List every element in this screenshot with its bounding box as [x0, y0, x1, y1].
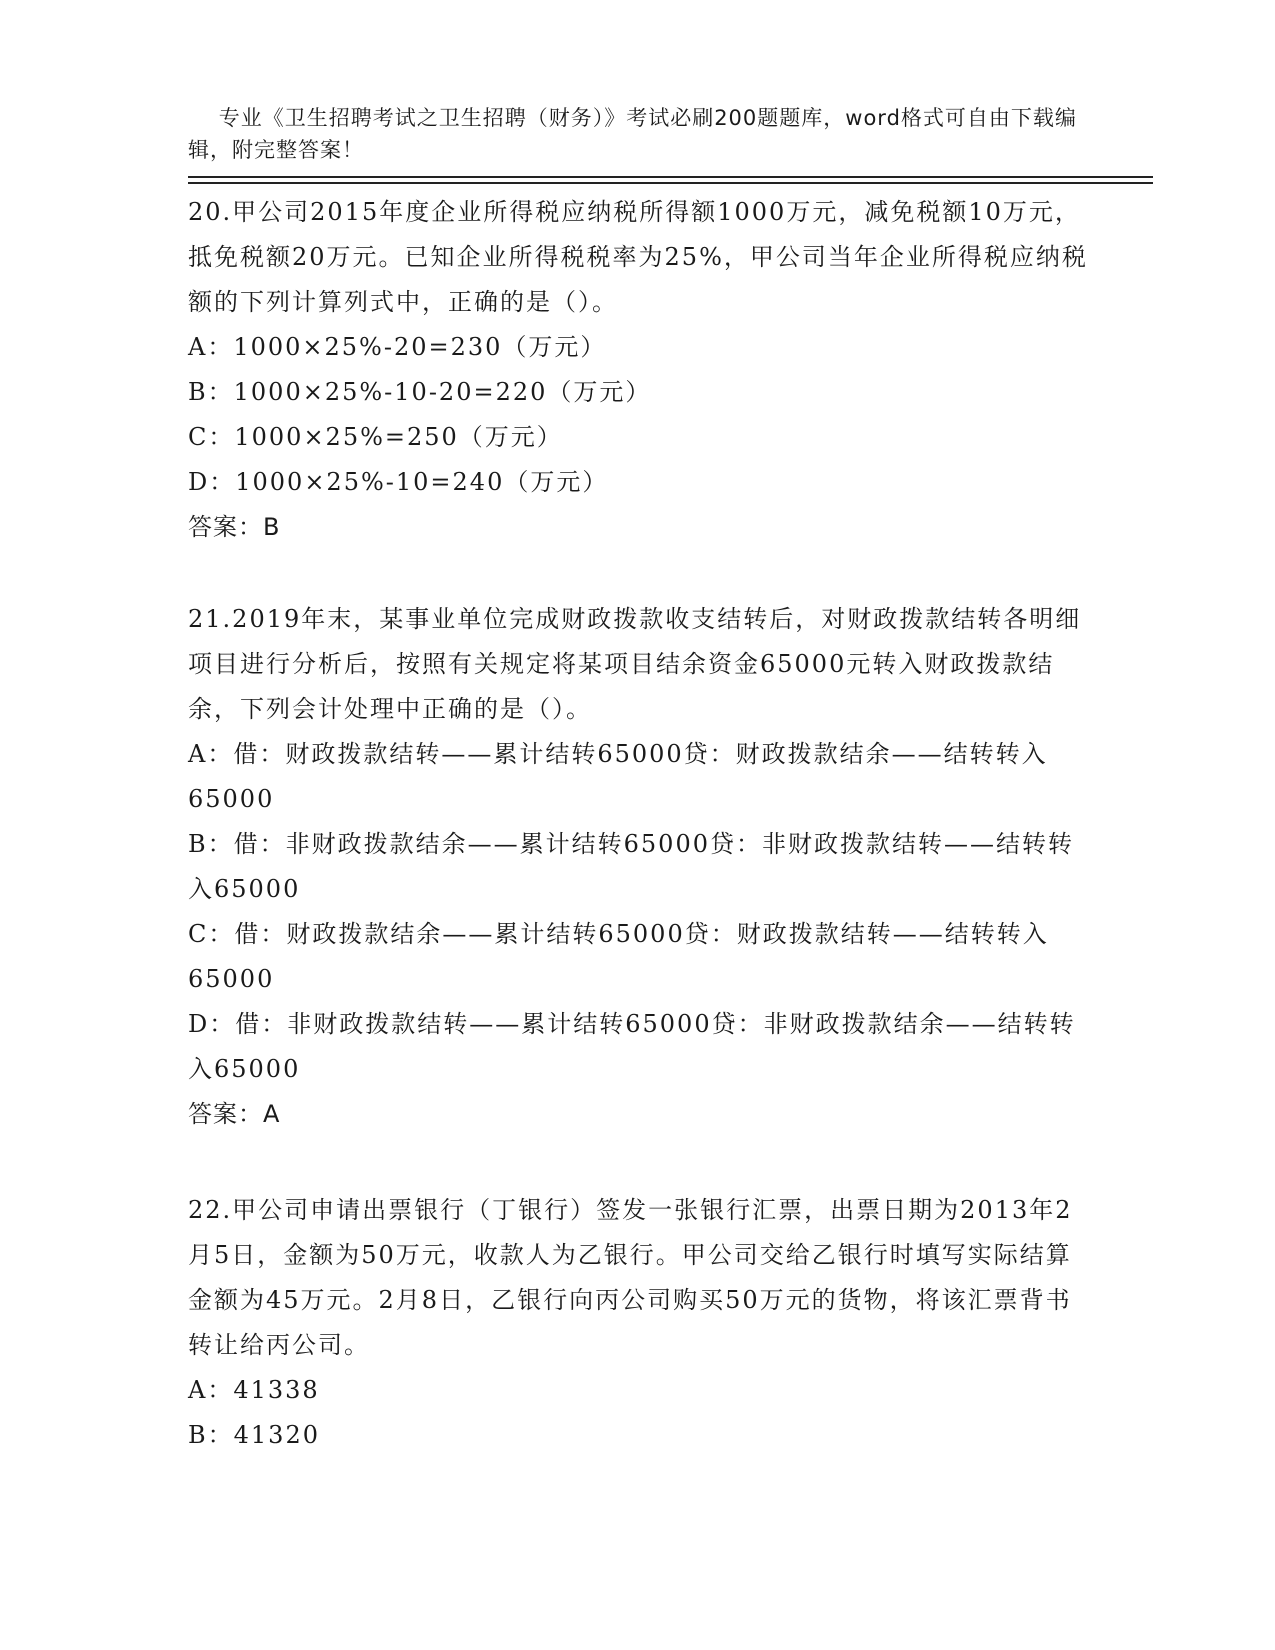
- option-b: B：借：非财政拨款结余——累计结转65000贷：非财政拨款结转——结转转入65000: [188, 830, 1074, 903]
- option-d: D：1000×25%-10=240（万元）: [188, 468, 609, 496]
- option-b: B：1000×25%-10-20=220（万元）: [188, 378, 652, 406]
- option-b: B：41320: [188, 1421, 320, 1449]
- option-c: C：借：财政拨款结余——累计结转65000贷：财政拨款结转——结转转入65000: [188, 920, 1049, 993]
- option-a: A：借：财政拨款结转——累计结转65000贷：财政拨款结余——结转转入65000: [188, 740, 1048, 813]
- header-title: 专业《卫生招聘考试之卫生招聘（财务）》考试必刷200题题库，word格式可自由下载编辑，附完整答案！: [188, 106, 1077, 162]
- question-stem: 22.甲公司申请出票银行（丁银行）签发一张银行汇票，出票日期为2013年2月5日，金额为50万元，收款人为乙银行。甲公司交给乙银行时填写实际结算金额为45万元。2月8日，乙银行向丙公司购买50万元的货物，将该汇票背书转让给丙公司。: [188, 1196, 1073, 1359]
- option-c: C：1000×25%=250（万元）: [188, 423, 563, 451]
- answer: 答案：A: [188, 1100, 281, 1128]
- question-21: [188, 597, 1088, 1137]
- option-a: A：41338: [188, 1376, 320, 1404]
- question-stem: 21.2019年末，某事业单位完成财政拨款收支结转后，对财政拨款结转各明细项目进行分析后，按照有关规定将某项目结余资金65000元转入财政拨款结余，下列会计处理中正确的是（）。: [188, 605, 1082, 723]
- header-divider-top: [188, 176, 1153, 178]
- question-22: [188, 1188, 1088, 1458]
- document-header: [188, 70, 1088, 198]
- question-20: [188, 190, 1088, 550]
- option-a: A：1000×25%-20=230（万元）: [188, 333, 607, 361]
- header-divider-bottom: [188, 182, 1153, 184]
- answer: 答案：B: [188, 513, 281, 541]
- question-stem: 20.甲公司2015年度企业所得税应纳税所得额1000万元，减免税额10万元，抵免税额20万元。已知企业所得税税率为25%，甲公司当年企业所得税应纳税额的下列计算列式中，正确的是（）。: [188, 198, 1088, 316]
- option-d: D：借：非财政拨款结转——累计结转65000贷：非财政拨款结余——结转转入65000: [188, 1010, 1076, 1083]
